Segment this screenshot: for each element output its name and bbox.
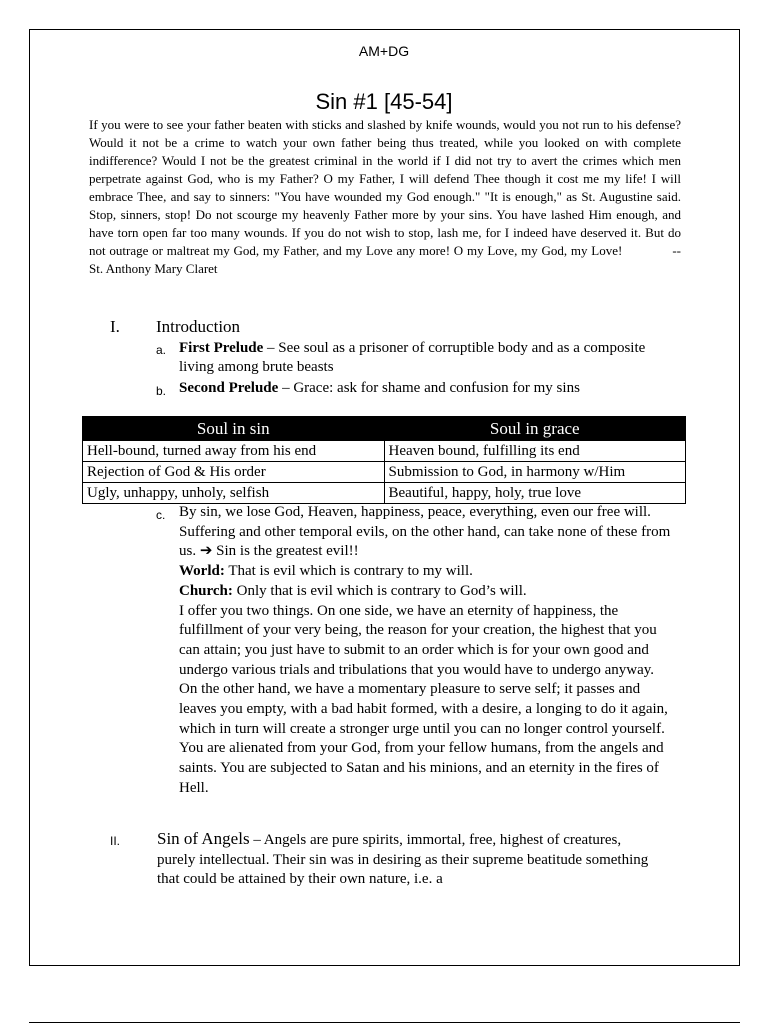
item-b-text: Second Prelude – Grace: ask for shame and confusion for my sins [179,380,580,396]
item-b-marker: b. [156,384,167,398]
table-cell: Hell-bound, turned away from his end [83,441,385,462]
item-c-paragraph-1: By sin, we lose God, Heaven, happiness, peace, everything, even our free will. Suffering and other temporal evils, on the other hand, can take none of these from us. ➔ Sin is the greatest evil!! [179,504,671,560]
section-1-number: I. [110,317,120,336]
item-a-label: First Prelude [179,340,264,356]
table-cell: Ugly, unhappy, unholy, selfish [83,483,385,504]
world-line: World: That is evil which is contrary to my will. [179,563,473,580]
section-1-heading [110,317,241,337]
item-b-label: Second Prelude [179,380,279,396]
table-header-row [83,417,686,441]
comparison-table [82,416,686,504]
section-2-body: Sin of Angels – Angels are pure spirits, immortal, free, highest of creatures, purely intellectual. Their sin was in desiring as their supreme beatitude something that could be attained by their own nature, i.e. a [157,829,649,888]
section-2-number: II. [110,834,121,848]
table-row [83,483,686,504]
table-cell: Beautiful, happy, holy, true love [384,483,686,504]
quote-attribution: --St. Anthony Mary Claret [89,243,681,276]
page-title: Sin #1 [45-54] [315,89,453,114]
table-row [83,462,686,483]
item-c-body [179,503,675,799]
opening-quote [89,116,681,278]
bottom-rule [29,1022,740,1023]
table-header-cell: Soul in grace [384,417,686,441]
table-cell: Rejection of God & His order [83,462,385,483]
item-c-paragraph-2: I offer you two things. On one side, we have an eternity of happiness, the fulfillment of your very being, the reason for your creation, the highest that you can attain; you just have to submit to an order which is for your own good and undergo various trials and tribulations that you would have to undergo anyway. On the other hand, we have a momentary pleasure to serve self; it passes and leaves you empty, with a bad habit formed, with a desire, a longing to do it again, which in turn will create a stronger urge until you can no longer control yourself. You are alienated from your God, from your fellow humans, from the angels and saints. You are subjected to Satan and his minions, and an eternity in the fires of Hell. [179,602,668,796]
arrow-icon: ➔ [199,543,213,560]
church-line: Church: Only that is evil which is contrary to God’s will. [179,582,527,599]
page-header: AM+DG [358,43,410,59]
world-label: World: [179,563,225,580]
item-a-marker: a. [156,343,167,357]
quote-text: If you were to see your father beaten with sticks and slashed by knife wounds, would you not run to his defense? Would it not be a crime to watch your own father being thus treated, while you looked on with complete indifference? Would I not be the greatest criminal in the world if I did not try to avert the crimes which men perpetrate against God, who is my Father? O my Father, I will defend Thee though it cost me my life! I will embrace Thee, and say to sinners: "You have wounded my God enough." "It is enough," as St. Augustine said. Stop, sinners, stop! Do not scourge my heavenly Father more by your sins. You have lashed Him enough, and have torn open far too many wounds. If you do not wish to stop, lash me, for I indeed have deserved it. But do not outrage or maltreat my God, my Father, and my Love any more! O my Love, my God, my Love! [89,117,681,258]
church-label: Church: [179,582,233,599]
table-row [83,441,686,462]
table-cell: Heaven bound, fulfilling its end [384,441,686,462]
table-header-cell: Soul in sin [83,417,385,441]
item-c-marker: c. [156,508,166,522]
section-1-title: Introduction [156,317,241,336]
section-2-title: Sin of Angels [157,829,250,848]
item-a-text: First Prelude – See soul as a prisoner of corruptible body and as a composite living among brute beasts [179,340,646,375]
table-cell: Submission to God, in harmony w/Him [384,462,686,483]
